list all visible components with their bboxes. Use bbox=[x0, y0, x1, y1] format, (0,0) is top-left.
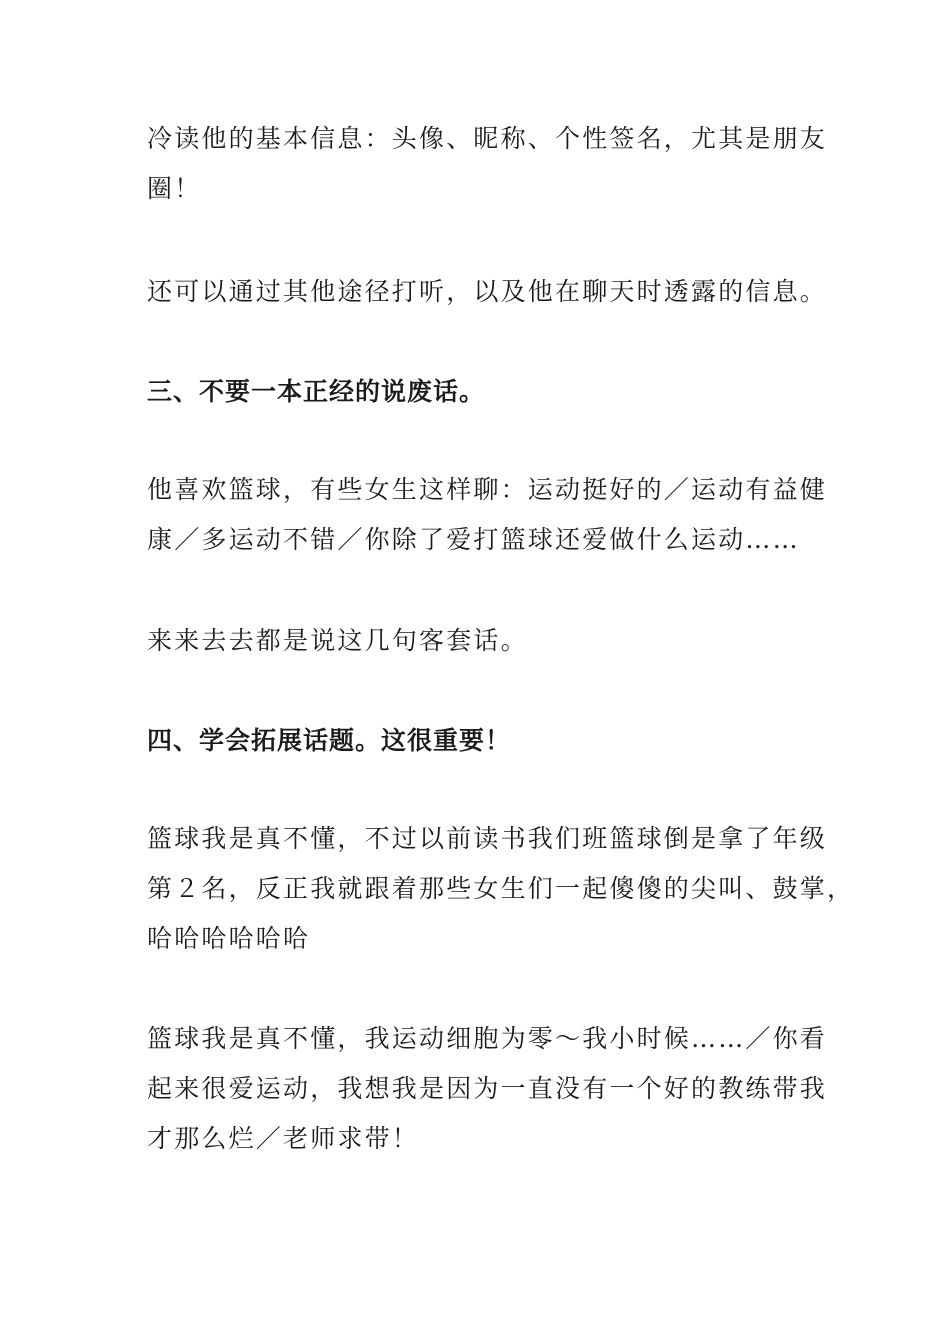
text-line: 篮球我是真不懂，不过以前读书我们班篮球倒是拿了年级 bbox=[147, 824, 828, 853]
heading-text: 三、不要一本正经的说废话。 bbox=[147, 377, 486, 406]
text-line: 篮球我是真不懂，我运动细胞为零～我小时候……／你看 bbox=[147, 1024, 828, 1053]
text-line: 康／多运动不错／你除了爱打篮球还爱做什么运动…… bbox=[147, 525, 800, 554]
heading-text: 四、学会拓展话题。这很重要！ bbox=[147, 726, 512, 755]
section-heading-4 bbox=[147, 716, 809, 766]
paragraph-read-basic-info bbox=[147, 114, 828, 214]
text-line: 哈哈哈哈哈哈 bbox=[147, 924, 311, 953]
paragraph-example-two bbox=[147, 1014, 828, 1164]
paragraph-basketball-smalltalk bbox=[147, 465, 828, 565]
text-line: 起来很爱运动，我想我是因为一直没有一个好的教练带我 bbox=[147, 1074, 828, 1103]
paragraph-example-one bbox=[147, 814, 855, 964]
text-line: 才那么烂／老师求带！ bbox=[147, 1124, 420, 1153]
text-line: 他喜欢篮球，有些女生这样聊：运动挺好的／运动有益健 bbox=[147, 475, 828, 504]
text-line: 第２名，反正我就跟着那些女生们一起傻傻的尖叫、鼓掌， bbox=[147, 874, 855, 903]
text-line: 冷读他的基本信息：头像、昵称、个性签名，尤其是朋友 bbox=[147, 124, 828, 153]
text-line: 圈！ bbox=[147, 174, 202, 203]
paragraph-other-channels bbox=[147, 267, 828, 317]
text-line: 还可以通过其他途径打听，以及他在聊天时透露的信息。 bbox=[147, 277, 828, 306]
paragraph-cliches bbox=[147, 616, 809, 666]
section-heading-3 bbox=[147, 367, 809, 417]
text-line: 来来去去都是说这几句客套话。 bbox=[147, 626, 528, 655]
